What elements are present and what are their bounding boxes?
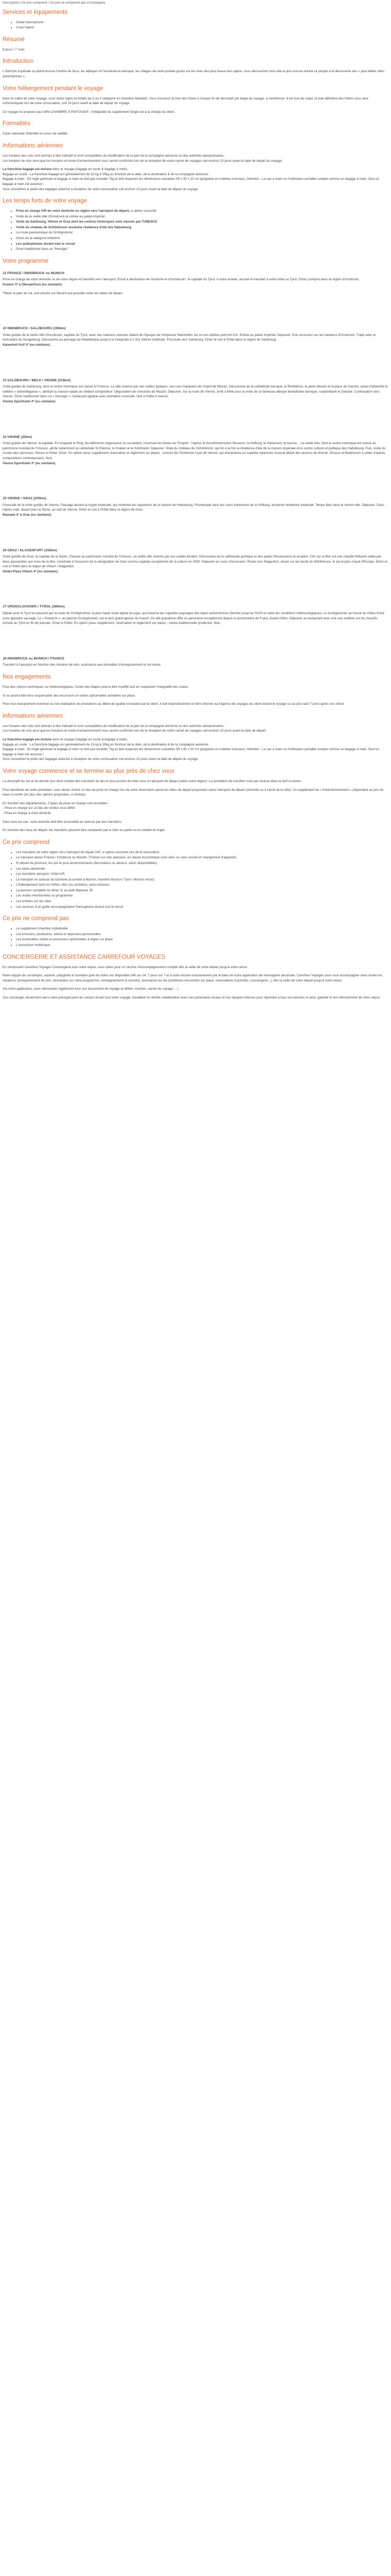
highlight-bold: Visite du chateau de Schönbrunn ancienne résidence d'été des Habsbourg (16, 225, 132, 229)
prix-ne-comprend-list (3, 926, 388, 947)
list-item (16, 242, 388, 247)
formalites-title: Formalités (3, 121, 30, 127)
highlight-bold: Les audiophones durant tout le circuit (16, 242, 75, 246)
franchise-bagage-label: La franchise bagage est incluse (3, 738, 52, 741)
introduction-title: Introduction (3, 58, 34, 65)
day-block (3, 271, 388, 296)
info-line: dans le voyage (bagage en soute & bagage à main). (52, 738, 128, 741)
info-text (3, 154, 388, 163)
info-line: Bagage à main : En règle générale le bagage à main ne doit pas excéder 7kg et doit respecter les dimensions suivantes 55 x 40 x 20 cm (poignées et roulettes incluses). Attention : Le sac à main ou l'ordinateur portable compte comme un bagage à main. Seul un bagage à main est autorisé ! (3, 748, 379, 756)
resume-section (3, 37, 388, 53)
list-item (16, 209, 388, 214)
day-heading: J4 VIENNE (25km) (3, 435, 32, 439)
day-block (3, 548, 388, 574)
day-hotel: Globo Plaza Villach 4* (ou similaire). (3, 569, 59, 573)
day-text: Prise en charge de votre domicile ou de votre région et transfert vers l'aéroport. Envol à destination de l'Autriche et d'Innsbruck*, la capitale du Tyrol. A votre arrivée, accueil et transfert à votre hôtel au Tyrol. Dîner (compris dans le région d'Innsbruck. (3, 278, 360, 282)
info-line: - Prise en charge sur un lieu de rendez-vous défini (3, 806, 75, 810)
day-text: Transfert à l'aéroport en fonction des horaires de vols, assistance aux formalités d'enregistrement et vol retour. (3, 663, 161, 667)
formalites-text: Carte nationale d'identité en cours de validité (3, 132, 68, 136)
list-item: • Les services d'un guide accompagnateur francophone durant tout le circuit (16, 905, 388, 910)
list-item: • L'hébergement dans les hôtels cités (ou similaire), taxes incluses (16, 883, 388, 888)
list-item (16, 236, 388, 241)
hebergement-section (3, 86, 388, 115)
highlight-text: La route panoramique du Großglockner (16, 231, 73, 235)
list-item: • Le transport aérien France / Innsbruck ou Munich / France sur vols spéciaux, en classe économique (vols avec ou sans escale et changement d'appareil) (16, 855, 388, 860)
prix-ne-comprend-section (3, 916, 388, 947)
day-hotel: Kramer 3* à Oberperfuss (ou similaire) (3, 283, 62, 287)
info-line: Bagage à main : En règle générale le bagage à main ne doit pas excéder 7kg et doit respecter les dimensions suivantes 55 x 40 x 20 cm (poignées et roulettes incluses). Attention : Le sac à main ou l'ordinateur portable compte comme un bagage à main. Seul un bagage à main est autorisé ! (3, 177, 379, 186)
engagements-text: Pour tout manquement éventuel ou non-réalisation de prestations au début de qualité constatée par le client, il doit impérativement en être informé via l'agence de voyages du client durant le voyage ou au plus tard 7 jours après son retour. (3, 702, 345, 706)
informations-aeriennes-title: Informations aériennes (3, 713, 63, 719)
list-item: • Le transport en autocar de tourisme (à arrivée à Munich, transfert Munich / Tyrol / Munich inclus) (16, 877, 388, 883)
list-item (16, 225, 388, 230)
info-line: Les horaires des vols sont donnés à titre indicatif et sont susceptibles de modification de la part de la compagnie aérienne ou des autorités aéroportuaires. (3, 154, 225, 158)
transfert-section (3, 768, 388, 833)
informations-aeriennes-title: Informations aériennes (3, 142, 63, 149)
day-block (3, 656, 388, 668)
prix-comprend-list (3, 850, 388, 910)
day-heading: J7 GROßGLOCKNER / TYROL (380km) (3, 605, 65, 609)
day-block (3, 604, 388, 625)
temps-forts-section (3, 198, 388, 252)
day-text: Poursuite de la visite guidée de Vienne. Passage devant la crypte impériale, qui renferme les sépultures de la maison de Habsbourg. Promenade dans les cours intérieures de la Hofburg, ancienne résidence impériale. Temps libre dans le centre-ville. Déjeuner. Dans l'après-midi, départ pour la Styrie, au sud de Vienne. Dîner et nuit à l'hôtel dans la région de Graz. (3, 503, 384, 512)
info-text (3, 737, 388, 762)
transfert-title: Votre voyage commence et se termine au plus près de chez vous (3, 768, 175, 774)
day-hotel: Kaiserhof Anif 3* (ou similaire). (3, 343, 51, 347)
day-text: Visite guidée de Vienne, la capitale. En longeant le Ring, les bâtiments majestueux se succèdent, incarnant les fastes de l'Empire : l'opéra, le Kunsthistorisches Museum, la Hofburg, le Parlement, la bourse... La vieille ville, dont le centre historique est classé au patrimoine mondial de l'Unesco, abrite notamment la cathédrale St Etienne, le Graben et le Kohlmarkt. Déjeuner. Visite du château de Schönbrunn, qui fut à la fois la résidence d'été de la maison impériale et le centre culturel et politique des Habsbourg. Puis, visite du musée des carrosses. Retour à l'hôtel. Dîner. En option (avec supplément réservation et règlement sur place) : concert de l'Orchestre royal de Vienne, qui interprètera un superbe répertoire musical alliant des œuvres de Mozart, Strauss et Beethoven à celles d'autres compositeurs contemporains. Nuit. (3, 442, 386, 460)
engagements-section (3, 674, 388, 707)
info-line: - Prise en charge à votre domicile (3, 811, 51, 815)
list-item: • Les visites mentionnées au programme (16, 893, 388, 899)
day-text: Visite guidée de Graz, la capitale de la Styrie. Classée au patrimoine mondial de l'Unesco, sa vieille ville charme par ses ruelles étroites. Découverte de la cathédrale gothique et des palais Renaissance et arcades. Clin sur la Mur est une coquille flottante reliée par deux passerelles aux rives de la Mur, construite à l'occasion de la désignation de Graz comme capitale européenne de la culture en 2003. Déjeuner en cours d'excursion. Route vers Klagenfurt, située sur les bords du Wörthersee, le lac le plus chaud d'Europe. Dîner et nuit à l'hôtel dans la région de Villach / Klagenfurt. (3, 555, 388, 569)
list-item (16, 214, 388, 219)
list-item: • Les entrées sur les sites (16, 899, 388, 904)
info-line: Vous connaîtrez le poids des bagages autorisé à réception de votre convocation soit environ 10 jours avant la date de départ du voyage (3, 187, 198, 191)
transfert-text: Dans tous les cas, votre domicile doit être accessible en autocar par nos transferts. (3, 820, 122, 824)
list-item: • Les éventuelles visites et excursions optionnelles à régler sur place (16, 937, 388, 942)
resume-text: 8 jours / 7 nuits (3, 47, 25, 52)
programme-title: Votre programme (3, 258, 48, 264)
list-item (16, 219, 388, 225)
transfert-text: Pour bénéficier de cette prestation, vous devez choisir un lieu de prise en charge lors de votre réservation parmi les villes de départ proposées selon l'aéroport de départ (domicile ou à l'arrêt de la ville); Un supplément de « Préacheminement » (répondant au prix de base ci-contre (en plus des options proposées, si choisie). (3, 788, 384, 797)
info-line: Bagage en soute : La franchise bagage est généralement de 15 kg à 30kg en fonction de la date, de la destination & de la compagnie aérienne. (3, 172, 209, 176)
informations-aeriennes-section (3, 713, 388, 762)
breadcrumb[interactable]: Descriptions Ce prix comprend / Ce prix ne comprend pas Conciergerie (3, 1, 106, 5)
info-line: Les horaires des vols sont donnés à titre indicatif et sont susceptibles de modification de la part de la compagnie aérienne ou des autorités aéroportuaires. (3, 724, 225, 728)
list-item: • Les transferts aéroport / hôtel A/R (16, 872, 388, 877)
introduction-text: L'Autriche impériale ou plutot encore l'ombre de Sissi, les abbayes et l'exubérance baroque, les villages de carte postale posés sur les rives des plus beaux lacs alpins, vous découvrirez tout cela et plus encore durant ce périple à la découverte des « plus belles villes autrichiennes ». (3, 70, 385, 78)
day-text: Visite guidée de la vieille ville d'Innsbruck, capitale du Tyrol, avec ses maisons colorées datant de l'époque de l'empereur Maximilien 1er et son célèbre petit toit d'or. Entrée au palais impérial. Déjeuner. Puis excursion sur les hauteurs d'Innsbruck. Trajet avec le funiculaire du Hungerburg. Découverte au passage du téléphérique jusqu'à la Seegrube à 1 911 mètres d'altitude. Poursuite vers Salzbourg. Dîner et nuit à l'hôtel dans la région de Salzbourg. (3, 333, 376, 342)
day-text: Départ pour le Tyrol en passant par la route du Großglockner, la plus haute route alpine du pays, qui traverse les superbes paysages des Alpes autrichiennes (fermée jusqu'au 01/05 et selon les conditions météorologiques). Le Großglockner se trouve au milieu d'une zone glaciaire sauvage. Le « Pasterze », au pied du Großglockner, est le plus grand glacier du massif. Ce site grandiose offre un panorama exceptionnel depuis le promontoire de Franz-Josefs-Höhe. Déjeuner au restaurant avec une vue sublime sur les massifs. Arrivée au Tyrol en fin de journée. Dîner à l'hôtel. En option (avec supplément, réservation et règlement sur place) : soirée traditionnelle tyrolienne. Nuit. (3, 612, 385, 625)
info-text (3, 167, 388, 192)
info-line: Les horaires de vols ainsi que les horaires et mode d'acheminement vous seront confirmés lors de la réception de votre carnet de voyages soit environ 10 jours avant la date de départ. (3, 729, 267, 733)
info-line: dans le voyage (bagage en soute & bagage à main). (52, 167, 128, 172)
introduction-section (3, 58, 388, 79)
conciergerie-text: Via notre application, vous retrouverez également tous vos documents de voyage (e-billets, voucher, carnet de voyage, ...) (3, 987, 178, 991)
highlight-text: Visite de la vieille ville d'Innsbruck et entrée au palais impérial (16, 214, 105, 218)
list-item: • Coaù ingeriz (16, 25, 388, 30)
prix-comprend-title: Ce prix comprend (3, 839, 50, 845)
transfert-text: Le descriptif du 1er et du dernier jour tient compte des transferts du lieu le plus proche de chez vous à l'aéroport de départ (selon votre région). La prestation de transfert n'est pas incluse dans le tarif ci-contre. (3, 779, 302, 783)
transfert-text (3, 801, 388, 816)
list-item (16, 230, 388, 235)
informations-aeriennes-section (3, 143, 388, 192)
list-item: • Si départ de province, les pré et post acheminements (ferroviaires ou aériens, selon disponibilités) (16, 861, 388, 866)
list-item: • Guide francophone (16, 20, 388, 25)
services-section (3, 9, 388, 30)
day-heading: J3 SALZBOURG / MELK / VIENNE (315km) (3, 378, 71, 382)
conciergerie-section (3, 954, 388, 1001)
list-item: • L'assurance multirisque (16, 943, 388, 948)
services-title: Services et équipements (3, 9, 68, 15)
list-item: • Les taxes aériennes (16, 867, 388, 872)
hebergement-text: Ce voyage ne propose pas l'offre CHAMBRE À PARTAGER : l'intégralité du supplément Single est à la charge du client. (3, 110, 175, 114)
day-block (3, 435, 388, 466)
day-heading: J5 VIENNE / GRAZ (205km) (3, 497, 46, 501)
highlight-text: Diner traditionnel dans un "Heuriger" (16, 247, 69, 251)
temps-forts-list (3, 209, 388, 252)
info-line: Les horaires de vols ainsi que les horaires et mode d'acheminement vous seront confirmés lors de la réception de votre carnet de voyages soit environ 10 jours avant la date de départ du voyage. (3, 159, 283, 163)
prix-ne-comprend-title: Ce prix ne comprend pas (3, 916, 69, 922)
conciergerie-text: Notre équipe de concierges, experte, polyglotte et humaine (joie de rôder) est disponible 24h sur 24, 7 jours sur 7 et à votre écoute exclusivement par le biais de notre application de messagerie sécurisée. Carrefour Voyages pour vous accompagner dans toutes les situations (enregistrement de vols, demandes sur votre programme, renseignements & conseils, assistance sur les problèmes rencontrés sur place, réservations d'activités, conciergerie...), dès la veille de votre départ jusqu'à votre retour. (3, 974, 383, 982)
engagements-text: Pour des raisons techniques ou météorologiques, l'ordre des étapes pourra être modifié tout en respectant l'intégralité des visites. (3, 685, 189, 689)
engagements-title: Nos engagements (3, 674, 51, 681)
list-item: • Les transferts de votre région vers l'aéroport de départ A/R, si option souscrite lors de la réservation (16, 850, 388, 855)
day-heading: J8 INNSBRUCK ou MUNICH / FRANCE (3, 656, 64, 660)
info-line: Bagage en soute : La franchise bagage est généralement de 15 kg à 30kg en fonction de la date, de la destination & de la compagnie aérienne. (3, 742, 209, 747)
day-heading: J2 INNSBRUCK / SALZBOURG (190km) (3, 327, 66, 331)
highlight-bold: Visite de Salzbourg, Vienne et Graz dont les centres historiques sont classés par l'UNESCO (16, 220, 157, 224)
day-block (3, 326, 388, 347)
list-item: • La pension complète du dîner J1 au petit déjeuner J8 (16, 888, 388, 893)
list-item (16, 247, 388, 252)
conciergerie-title: CONCIERGERIE ET ASSISTANCE CARREFOUR VOYAGES (3, 954, 166, 960)
info-text (3, 724, 388, 734)
day-block (3, 496, 388, 517)
day-block (3, 378, 388, 404)
day-hotel: Vienna Sporthotel 4* (ou similaire) (3, 399, 56, 403)
highlight-text: Choix de la catégorie hôtelière (16, 236, 60, 241)
franchise-bagage-label: La franchise bagage est incluse (3, 167, 52, 172)
highlight-bold: Prise en charge A/R de votre domicile ou région vers l'aéroport de départ, (16, 209, 130, 213)
day-hotel: Vienna Sporthotel 4* (ou similaire) (3, 461, 56, 465)
services-list (3, 20, 388, 30)
info-line: En fonction des départements, 2 types de prise en charge sont possibles : (3, 801, 109, 805)
list-item: • Les boissons, pourboires, extras et dépenses personnelles (16, 932, 388, 937)
resume-title: Résumé (3, 36, 25, 43)
transfert-text: En fonction des lieux de départ, les transferts peuvent être remplacés par le train en partie ou en totalité du trajet. (3, 828, 166, 833)
highlight-text: si option souscrite (129, 209, 157, 213)
hebergement-text: Dans le cadre de votre voyage, vous serez logés en hôtels de 3 ou 4 catégorie en chambre standard. Vous trouverez la liste des hôtels à chaque fin de descriptif par étape du voyage, à mentionner. Il est tout de coqui, la liste définitive des hôtels vous sera communiquée lors de votre convocation, soit 10 jours avant la date de départ du voyage. (3, 96, 368, 106)
engagements-text: Vi se pourra être tenu responsable des excursions et visites optionnelles achetées sur place. (3, 693, 136, 698)
list-item: • Le supplément chambre individuelle (16, 926, 388, 931)
temps-forts-title: Les temps forts de votre voyage (3, 198, 87, 205)
day-heading: J6 GRAZ / KLAGENFURT (150km) (3, 548, 57, 552)
conciergerie-text: Vos concierges deviennent alors votre principal point de contact durant tout votre voyage, travaillant en étroite collaboration avec nos partenaires locaux et nos équipes internes pour répondre à tous vos besoins et ainsi, garantir le bon déroulement de votre séjour. (3, 996, 381, 999)
formalites-section (3, 121, 388, 137)
day-heading: J1 FRANCE / INNSBRUCK ou MUNICH (3, 271, 64, 275)
hebergement-title: Votre hébergement pendant le voyage (3, 85, 104, 92)
programme-section (3, 258, 388, 668)
day-note: *Selon le plan de vol, une arrivée sur Munich est possible selon les dates de départ. (3, 291, 123, 295)
day-text: Visite guidée de Salzbourg, dont le centre historique est classé à l'Unesco. La ville charme par ses ruelles typiques, ses rues marquées de l'esprit de Mozart. Découverte de la cathédrale baroque, la Résidence, la place Mozart et la place du marché, avant d'atteindre le célèbre « Getreidegasse », abritant la maison natale du célèbre compositeur. Dégustation de chocolats de Mozart. Déjeuner. Sur la route de Vienne, arrêt à Melk pour la visite de sa fameuse abbaye bénédictine baroque, surplombant le Danube. Continuation vers Vienne. Dîner traditionnel dans un « Heuriger », restaurant typique avec animation musicale. Nuit à l'hôtel à Vienne. (3, 385, 388, 399)
day-hotel: Ramada 4* à Graz (ou similaire) (3, 513, 52, 517)
conciergerie-text: En choisissant Carrefour Voyages Conciergerie pour votre séjour, vous optez pour un service d'accompagnement complet dès la veille de votre départ jusqu'à votre retour. (3, 965, 248, 969)
prix-comprend-section (3, 839, 388, 910)
info-line: Vous connaîtrez le poids des bagages autorisé à réception de votre convocation soit environ 10 jours avant la date de départ du voyage (3, 757, 198, 761)
page (0, 0, 391, 1001)
